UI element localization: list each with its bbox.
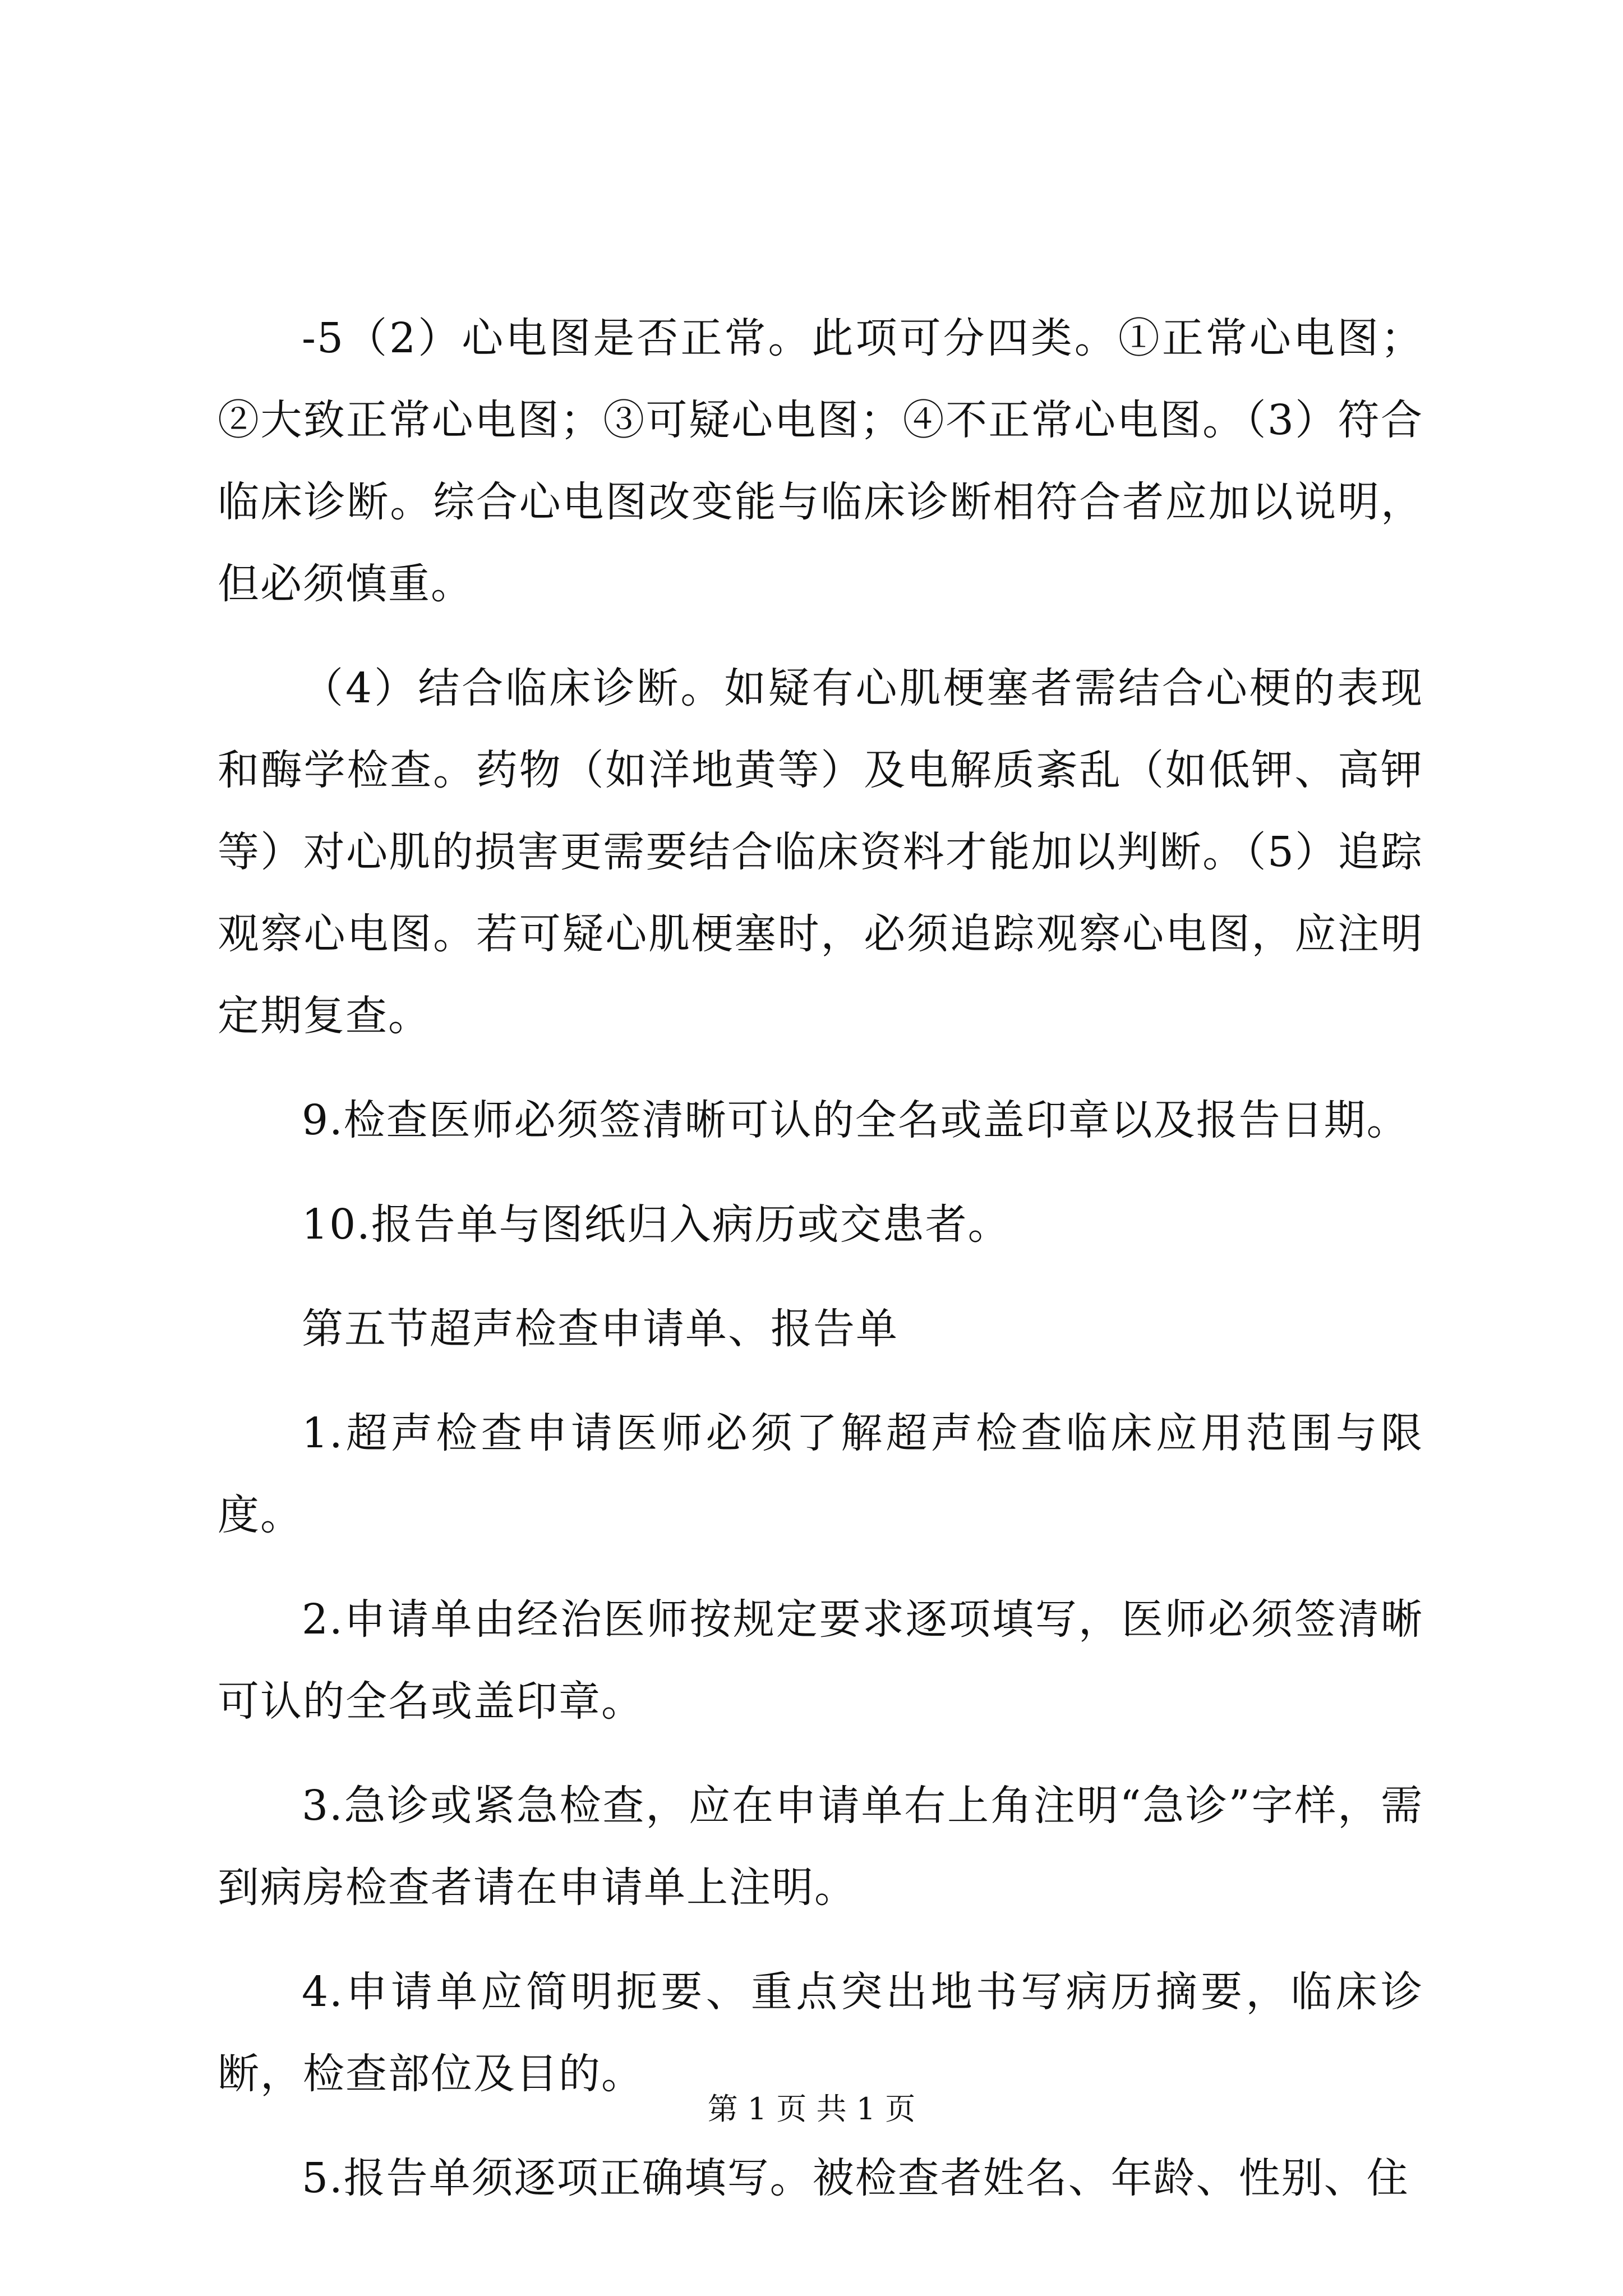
paragraph-ultrasound-4: 4.申请单应简明扼要、重点突出地书写病历摘要，临床诊断，检查部位及目的。 [218,1968,1423,2098]
paragraph-item-9: 9.检查医师必须签清晰可认的全名或盖印章以及报告日期。 [302,1096,1409,1144]
paragraph-ultrasound-1: 1.超声检查申请医师必须了解超声检查临床应用范围与限度。 [218,1409,1423,1539]
paragraph-clinical-diagnosis: （4）结合临床诊断。如疑有心肌梗塞者需结合心梗的表现和酶学检查。药物（如洋地黄等）及电解质紊乱（如低钾、高钾等）对心肌的损害更需要结合临床资料才能加以判断。（5）追踪观察心电图。若可疑心肌梗塞时，必须追踪观察心电图，应注明定期复查。 [218,664,1423,1040]
document-body [218,297,1423,2242]
paragraph-ecg-normality: -5（2）心电图是否正常。此项可分四类。①正常心电图；②大致正常心电图；③可疑心电图；④不正常心电图。（3）符合临床诊断。综合心电图改变能与临床诊断相符合者应加以说明，但必须慎重。 [218,314,1423,608]
page-footer: 第 1 页 共 1 页 [707,2091,916,2127]
section-heading: 第五节超声检查申请单、报告单 [302,1305,898,1353]
paragraph-ultrasound-5: 5.报告单须逐项正确填写。被检查者姓名、年龄、性别、住 [302,2154,1409,2202]
paragraph-ultrasound-2: 2.申请单由经治医师按规定要求逐项填写，医师必须签清晰可认的全名或盖印章。 [218,1595,1423,1726]
paragraph-ultrasound-3: 3.急诊或紧急检查，应在申请单右上角注明“急诊”字样，需到病房检查者请在申请单上注明。 [218,1782,1423,1912]
paragraph-item-10: 10.报告单与图纸归入病历或交患者。 [302,1200,1011,1249]
